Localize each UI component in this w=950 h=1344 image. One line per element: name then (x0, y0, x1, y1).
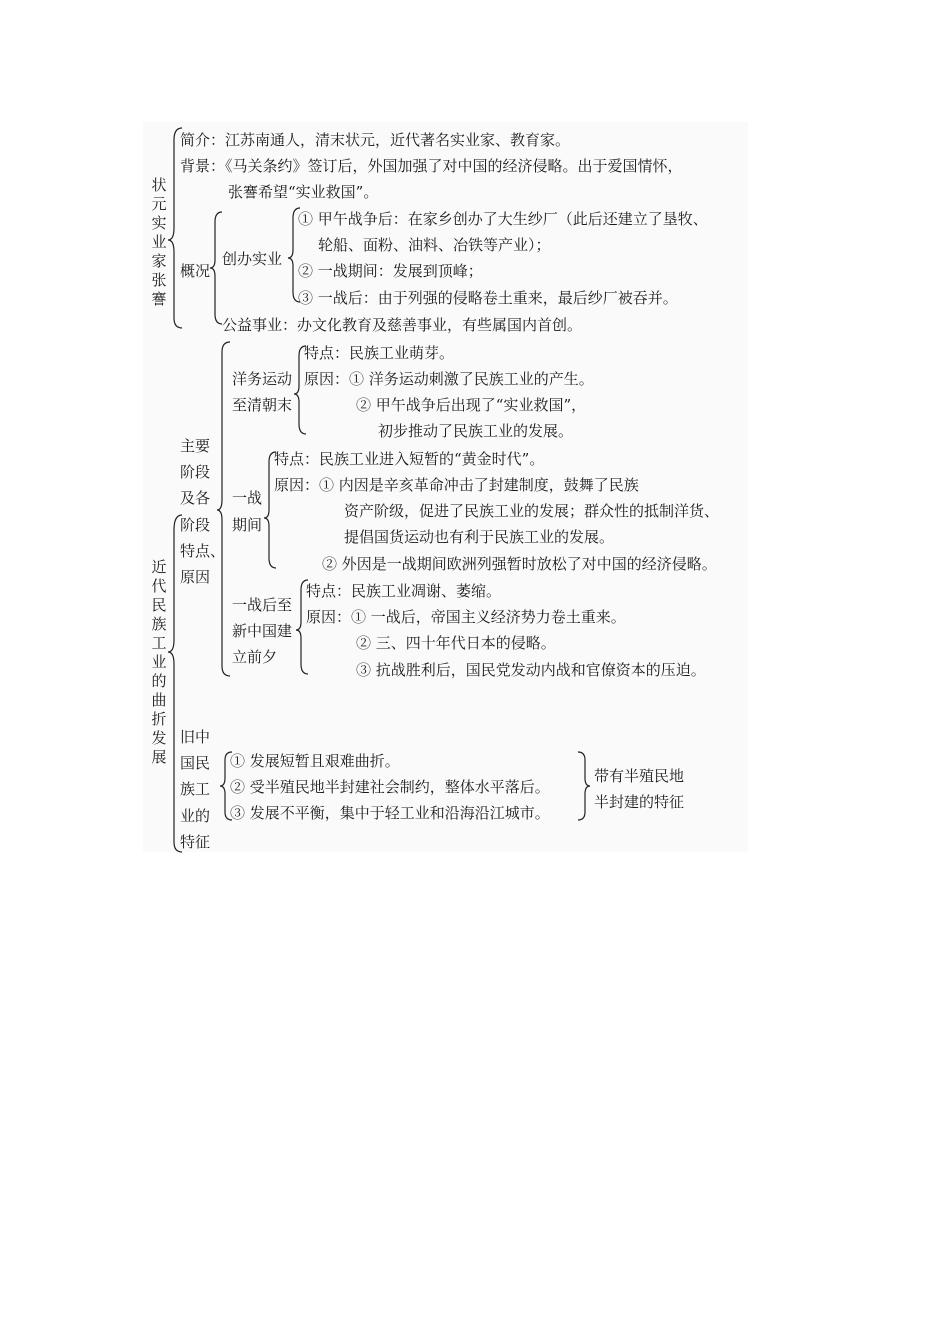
brace-stages (217, 342, 230, 676)
section-title-national-industry: 近代民族工业的曲折发展 (151, 558, 167, 766)
stages-label-6: 原因 (180, 568, 211, 586)
industry-item2: ② 一战期间：发展到顶峰； (298, 262, 483, 280)
stage2-label-1: 一战 (232, 489, 263, 507)
feature-item1: ① 发展短暂且艰难曲折。 (230, 752, 400, 770)
stages-label-2: 阶段 (180, 463, 211, 481)
stage3-reason2: ② 三、四十年代日本的侵略。 (356, 634, 556, 652)
feature-summary-line2: 半封建的特征 (594, 793, 685, 811)
stage3-feature: 特点：民族工业凋谢、萎缩。 (306, 582, 502, 600)
feature-item3: ③ 发展不平衡，集中于轻工业和沿海沿江城市。 (230, 804, 550, 822)
features-label-3: 族工 (180, 780, 211, 798)
zhang-jian-background-line1: 背景：《马关条约》签订后，外国加强了对中国的经济侵略。出于爱国情怀， (180, 157, 683, 175)
brace-features-right (578, 752, 590, 820)
brace-national-industry (168, 515, 182, 852)
feature-item2: ② 受半殖民地半封建社会制约，整体水平落后。 (230, 778, 550, 796)
zhang-jian-intro: 简介：江苏南通人，清末状元，近代著名实业家、教育家。 (180, 131, 571, 149)
industry-item1-line2: 轮船、面粉、油料、冶铁等产业）； (318, 236, 551, 254)
brace-overview (210, 212, 222, 324)
feature-summary-line1: 带有半殖民地 (594, 767, 685, 785)
stage2-reason1-cont2: 提倡国货运动也有利于民族工业的发展。 (344, 528, 615, 546)
features-label-4: 业的 (180, 807, 211, 825)
industry-item1-line1: ① 甲午战争后：在家乡创办了大生纱厂（此后还建立了垦牧、 (298, 210, 708, 228)
stage1-reason1: 原因：① 洋务运动刺激了民族工业的产生。 (304, 370, 594, 388)
stage3-label-1: 一战后至 (232, 596, 293, 614)
stage2-feature: 特点：民族工业进入短暂的“黄金时代”。 (274, 450, 545, 468)
stage2-reason1-cont1: 资产阶级，促进了民族工业的发展；群众性的抵制洋货、 (344, 502, 720, 520)
stages-label-5: 特点、 (180, 542, 226, 560)
public-welfare: 公益事业：办文化教育及慈善事业，有些属国内首创。 (222, 316, 583, 334)
industry-label: 创办实业 (222, 250, 283, 268)
stage1-label-1: 洋务运动 (232, 370, 293, 388)
industry-item3: ③ 一战后：由于列强的侵略卷土重来，最后纱厂被吞并。 (298, 289, 678, 307)
features-label-5: 特征 (180, 833, 211, 851)
overview-label: 概况 (180, 262, 211, 280)
stages-label-1: 主要 (180, 437, 211, 455)
stage1-reason2-cont: 初步推动了民族工业的发展。 (378, 422, 574, 440)
features-label-1: 旧中 (180, 728, 211, 746)
stage2-label-2: 期间 (232, 516, 263, 534)
stage3-reason1: 原因：① 一战后，帝国主义经济势力卷土重来。 (306, 608, 626, 626)
stage2-reason2: ② 外因是一战期间欧洲列强暂时放松了对中国的经济侵略。 (322, 555, 717, 573)
stages-label-4: 阶段 (180, 516, 211, 534)
stage2-reason1: 原因：① 内因是辛亥革命冲击了封建制度，鼓舞了民族 (274, 476, 639, 494)
stage1-reason2: ② 甲午战争后出现了“实业救国”， (356, 396, 587, 414)
stage1-label-2: 至清朝末 (232, 396, 293, 414)
stage1-feature: 特点：民族工业萌芽。 (304, 344, 455, 362)
features-label-2: 国民 (180, 754, 211, 772)
zhang-jian-background-line2: 张謇希望“实业救国”。 (228, 183, 379, 201)
stage3-label-2: 新中国建 (232, 622, 293, 640)
section-title-zhang-jian: 状元实业家张謇 (151, 176, 167, 308)
stages-label-3: 及各 (180, 489, 211, 507)
stage3-reason3: ③ 抗战胜利后，国民党发动内战和官僚资本的压迫。 (356, 661, 706, 679)
stage3-label-3: 立前夕 (232, 648, 278, 666)
brace-stage2 (264, 452, 276, 568)
